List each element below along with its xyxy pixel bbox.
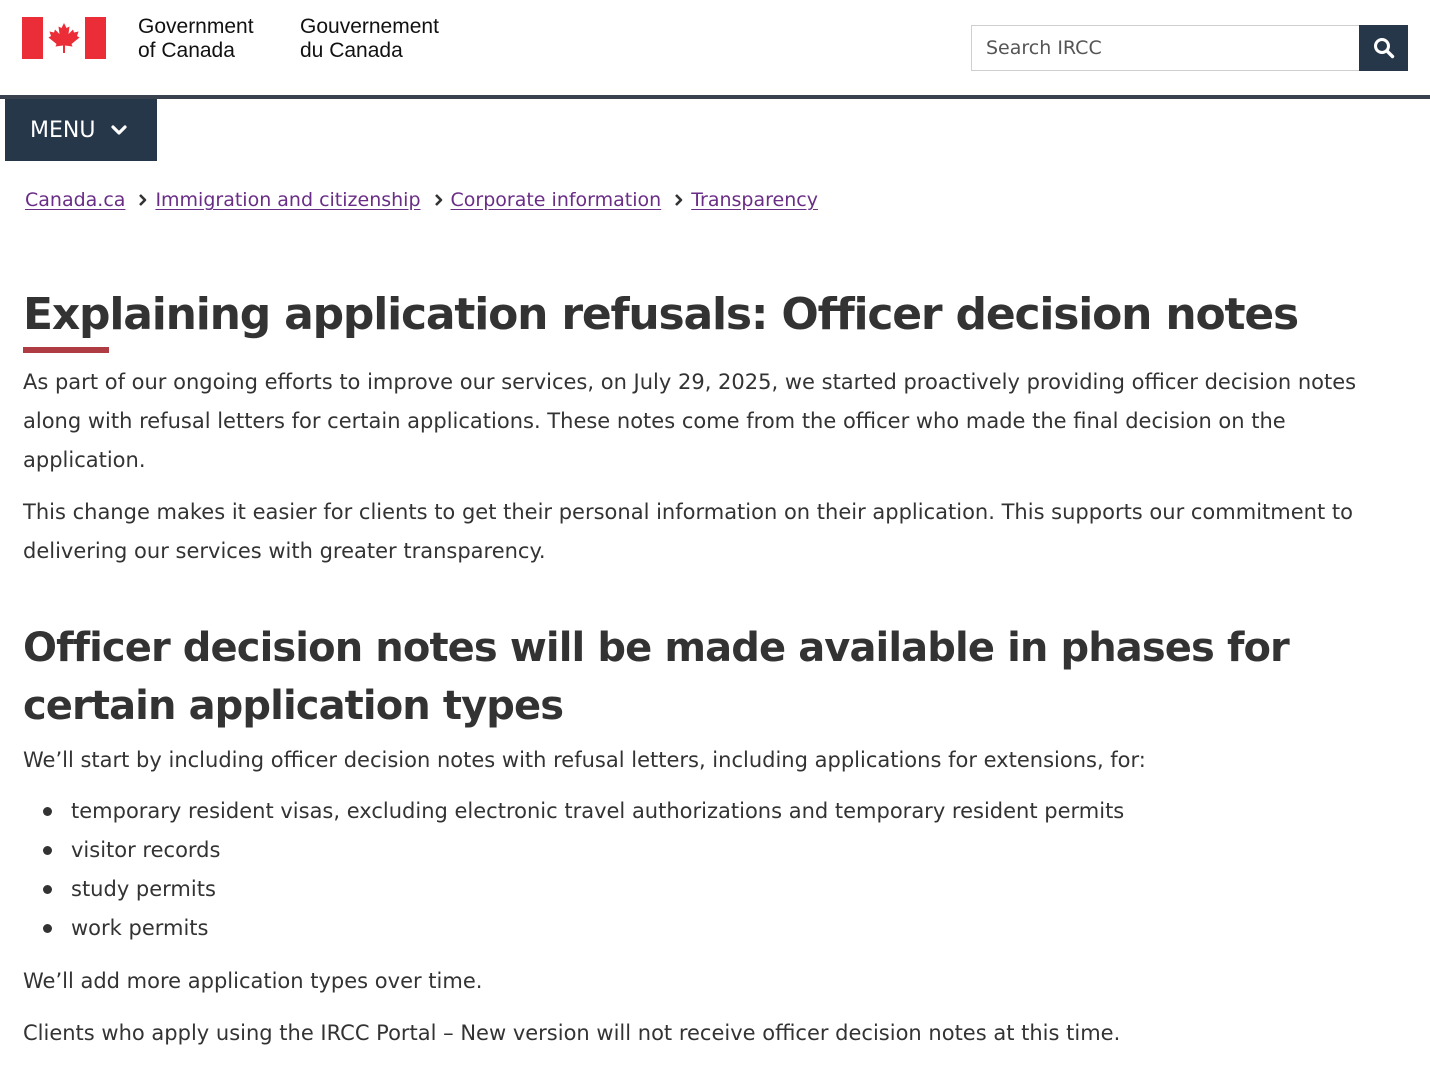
- site-header: [0, 0, 1430, 96]
- canada-flag-icon[interactable]: [22, 17, 106, 59]
- main-content: [23, 280, 1403, 1053]
- signature-french: [300, 15, 439, 63]
- list-item: study permits: [71, 870, 1403, 909]
- breadcrumb-link-immigration[interactable]: Immigration and citizenship: [155, 189, 421, 211]
- more-types-paragraph: We’ll add more application types over time.: [23, 969, 483, 993]
- breadcrumb-link-corporate[interactable]: Corporate information: [450, 189, 662, 211]
- menu-button[interactable]: [5, 99, 157, 161]
- search-icon: [1373, 37, 1395, 59]
- intro-paragraph-1: As part of our ongoing efforts to improve our services, on July 29, 2025, we started proactively providing officer decision notes along with refusal letters for certain applications. These notes come from the officer who made the final decision on the application.: [23, 370, 1357, 472]
- menu-label: MENU: [30, 117, 96, 143]
- application-type-list: [23, 792, 1403, 948]
- breadcrumb: [25, 189, 818, 211]
- list-item: work permits: [71, 909, 1403, 948]
- signature-fr-line-2: du Canada: [300, 39, 403, 62]
- portal-note-paragraph: Clients who apply using the IRCC Portal – New version will not receive officer decision notes at this time.: [23, 1021, 1121, 1045]
- section-intro: We’ll start by including officer decision notes with refusal letters, including applications for extensions, for:: [23, 748, 1146, 772]
- header-divider: [0, 95, 1430, 99]
- signature-en-line-2: of Canada: [138, 39, 235, 62]
- page-title: Explaining application refusals: Officer decision notes: [23, 289, 1298, 340]
- search-input[interactable]: [971, 25, 1359, 71]
- list-item: temporary resident visas, excluding electronic travel authorizations and temporary resident permits: [71, 792, 1403, 831]
- list-item: visitor records: [71, 831, 1403, 870]
- chevron-right-icon: [674, 193, 683, 207]
- search-button[interactable]: [1359, 25, 1408, 71]
- chevron-right-icon: [138, 193, 147, 207]
- chevron-right-icon: [434, 193, 443, 207]
- intro-paragraph-2: This change makes it easier for clients to get their personal information on their application. This supports our commitment to delivering our services with greater transparency.: [23, 500, 1353, 563]
- breadcrumb-link-canada[interactable]: Canada.ca: [25, 189, 126, 211]
- signature-fr-line-1: Gouvernement: [300, 15, 439, 38]
- signature-english: [138, 15, 254, 63]
- section-heading: Officer decision notes will be made available in phases for certain application types: [23, 625, 1289, 729]
- signature-en-line-1: Government: [138, 15, 254, 38]
- breadcrumb-link-transparency[interactable]: Transparency: [691, 189, 818, 211]
- chevron-down-icon: [111, 124, 127, 136]
